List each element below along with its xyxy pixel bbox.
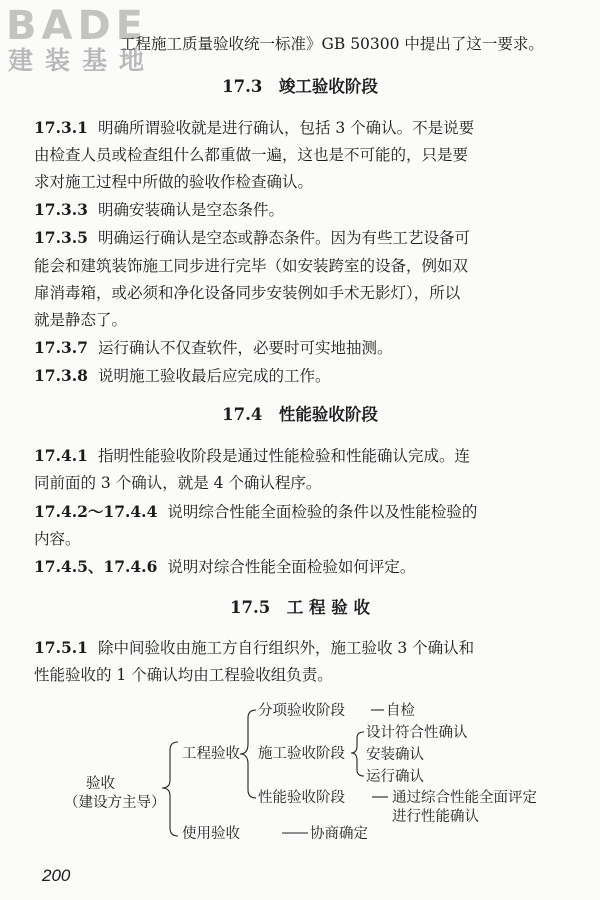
clause-text: 明确所谓验收就是进行确认，包括 3 个确认。不是说要 — [97, 119, 475, 137]
clause-number: 17.3.5 — [34, 228, 88, 247]
sub-phase-leaf: 自检 — [386, 703, 415, 719]
clause-text: 明确运行确认是空态或静态条件。因为有些工艺设备可 — [97, 229, 470, 247]
usage-acceptance: 使用验收 — [182, 826, 240, 842]
clause-17-3-5 — [34, 228, 574, 248]
clause-line: 内容。 — [34, 530, 81, 548]
clause-number: 17.3.3 — [34, 200, 88, 219]
clause-number: 17.4.2～17.4.4 — [34, 502, 158, 521]
clause-line: 能会和建筑装饰施工同步进行完毕（如安装跨室的设备，例如双 — [34, 257, 469, 275]
sub-phase-stage: 分项验收阶段 — [258, 703, 345, 719]
clause-17-4-1 — [34, 446, 574, 466]
clause-text: 指明性能验收阶段是通过性能检验和性能确认完成。连 — [97, 447, 470, 465]
construction-item: 设计符合性确认 — [366, 725, 468, 741]
section-heading-17-4: 17.4 性能验收阶段 — [222, 405, 378, 424]
watermark-subtitle: 建装基地 — [8, 46, 157, 75]
clause-text: 说明施工验收最后应完成的工作。 — [97, 367, 331, 385]
performance-item: 通过综合性能全面评定 — [392, 790, 537, 806]
page-number: 200 — [42, 866, 71, 885]
clause-17-3-8 — [34, 366, 574, 386]
clause-text: 说明综合性能全面检验的条件以及性能检验的 — [167, 503, 478, 521]
clause-17-4-5-6 — [34, 557, 574, 577]
clause-17-3-1 — [34, 118, 574, 138]
continuation-line: 工程施工质量验收统一标准》GB 50300 中提出了这一要求。 — [120, 35, 544, 53]
clause-line: 同前面的 3 个确认，就是 4 个确认程序。 — [34, 474, 322, 492]
clause-number: 17.4.5、17.4.6 — [34, 557, 158, 576]
clause-17-3-7 — [34, 338, 574, 358]
clause-17-4-2-4 — [34, 502, 574, 522]
engineering-brace — [240, 710, 256, 798]
clause-line: 由检查人员或检查组什么都重做一遍，这也是不可能的，只是要 — [34, 146, 469, 164]
clause-number: 17.4.1 — [34, 446, 88, 465]
usage-leaf: 协商确定 — [310, 826, 368, 842]
clause-line: 性能验收的 1 个确认均由工程验收组负责。 — [34, 666, 333, 684]
construction-stage: 施工验收阶段 — [258, 746, 345, 762]
acceptance-tree-diagram — [0, 690, 600, 855]
clause-17-3-3 — [34, 200, 574, 220]
clause-number: 17.5.1 — [34, 638, 88, 657]
construction-item: 运行确认 — [366, 769, 424, 785]
root-label: 验收 — [86, 776, 115, 792]
clause-17-5-1 — [34, 638, 574, 658]
clause-line: 就是静态了。 — [34, 311, 128, 329]
clause-line: 扉消毒箱，或必须和净化设备同步安装例如手术无影灯），所以 — [34, 284, 461, 302]
clause-text: 除中间验收由施工方自行组织外，施工验收 3 个确认和 — [97, 639, 475, 657]
clause-number: 17.3.7 — [34, 338, 88, 357]
clause-number: 17.3.1 — [34, 118, 88, 137]
clause-text: 说明对综合性能全面检验如何评定。 — [167, 558, 416, 576]
clause-line: 求对施工过程中所做的验收作检查确认。 — [34, 173, 314, 191]
clause-text: 明确安装确认是空态条件。 — [97, 201, 284, 219]
construction-item: 安装确认 — [366, 747, 424, 763]
performance-item: 进行性能确认 — [392, 809, 479, 825]
section-heading-17-5: 17.5 工 程 验 收 — [230, 598, 370, 617]
engineering-acceptance: 工程验收 — [182, 746, 240, 762]
section-heading-17-3: 17.3 竣工验收阶段 — [222, 77, 378, 96]
watermark-brand: BADE — [6, 3, 148, 49]
construction-brace — [351, 732, 364, 776]
clause-number: 17.3.8 — [34, 366, 88, 385]
clause-text: 运行确认不仅查软件，必要时可实地抽测。 — [97, 339, 393, 357]
root-sublabel: （建设方主导） — [64, 795, 166, 811]
root-brace — [162, 742, 178, 836]
performance-stage: 性能验收阶段 — [258, 790, 345, 806]
